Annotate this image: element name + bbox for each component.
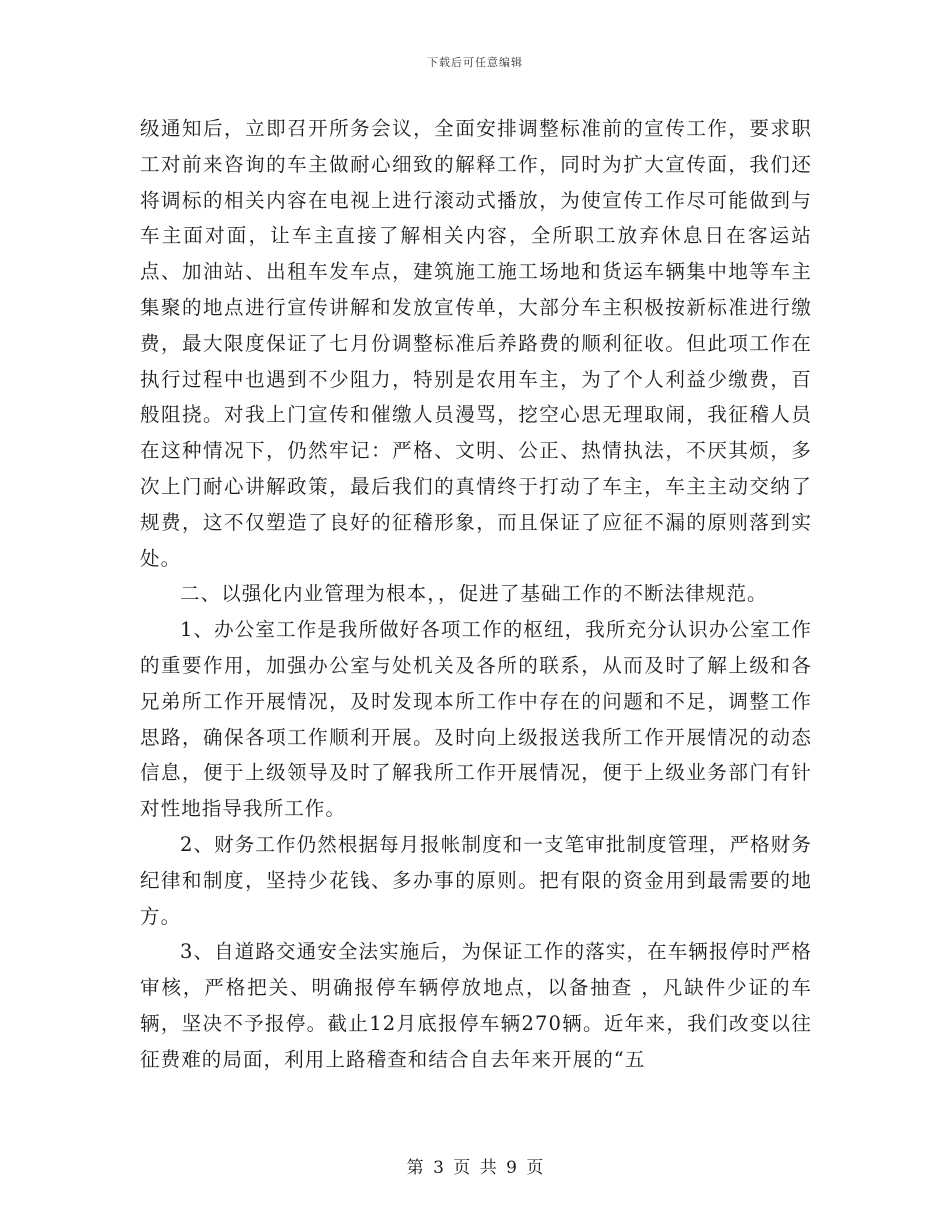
paragraph-3: 1、办公室工作是我所做好各项工作的枢纽，我所充分认识办公室工作的重要作用，加强办公室与处机关及各所的联系，从而及时了解上级和各兄弟所工作开展情况，及时发现本所工作中存在的问题和不足，调整工作思路，确保各项工作顺利开展。及时向上级报送我所工作开展情况的动态信息，便于上级领导及时了解我所工作开展情况，便于上级业务部门有针对性地指导我所工作。 <box>140 618 812 821</box>
paragraph-4: 2、财务工作仍然根据每月报帐制度和一支笔审批制度管理，严格财务纪律和制度，坚持少花钱、多办事的原则。把有限的资金用到最需要的地方。 <box>140 832 812 928</box>
paragraph-5: 3、自道路交通安全法实施后，为保证工作的落实，在车辆报停时严格审核，严格把关、明确报停车辆停放地点，以备抽查 ，凡缺件少证的车辆，坚决不予报停。截止12月底报停车辆270辆。近年来，我们改变以往征费难的局面，利用上路稽查和结合自去年来开展的“五 <box>140 940 812 1071</box>
paragraph-2-section-heading: 二、以强化内业管理为根本，，促进了基础工作的不断法律规范。 <box>180 582 768 606</box>
page-number-footer: 第 3 页 共 9 页 <box>406 1158 544 1178</box>
paragraph-1: 级通知后，立即召开所务会议，全面安排调整标准前的宣传工作，要求职工对前来咨询的车主做耐心细致的解释工作，同时为扩大宣传面，我们还将调标的相关内容在电视上进行滚动式播放，为使宣传工作尽可能做到与车主面对面，让车主直接了解相关内容，全所职工放弃休息日在客运站点、加油站、出租车发车点，建筑施工施工场地和货运车辆集中地等车主集聚的地点进行宣传讲解和发放宣传单，大部分车主积极按新标准进行缴费，最大限度保证了七月份调整标准后养路费的顺利征收。但此项工作在执行过程中也遇到不少阻力，特别是农用车主，为了个人利益少缴费，百般阻挠。对我上门宣传和催缴人员漫骂，挖空心思无理取闹，我征稽人员在这种情况下，仍然牢记：严格、文明、公正、热情执法，不厌其烦，多次上门耐心讲解政策，最后我们的真情终于打动了车主，车主主动交纳了规费，这不仅塑造了良好的征稽形象，而且保证了应征不漏的原则落到实处。 <box>140 117 812 570</box>
page-header-note: 下载后可任意编辑 <box>427 56 523 69</box>
document-body <box>140 111 812 1078</box>
